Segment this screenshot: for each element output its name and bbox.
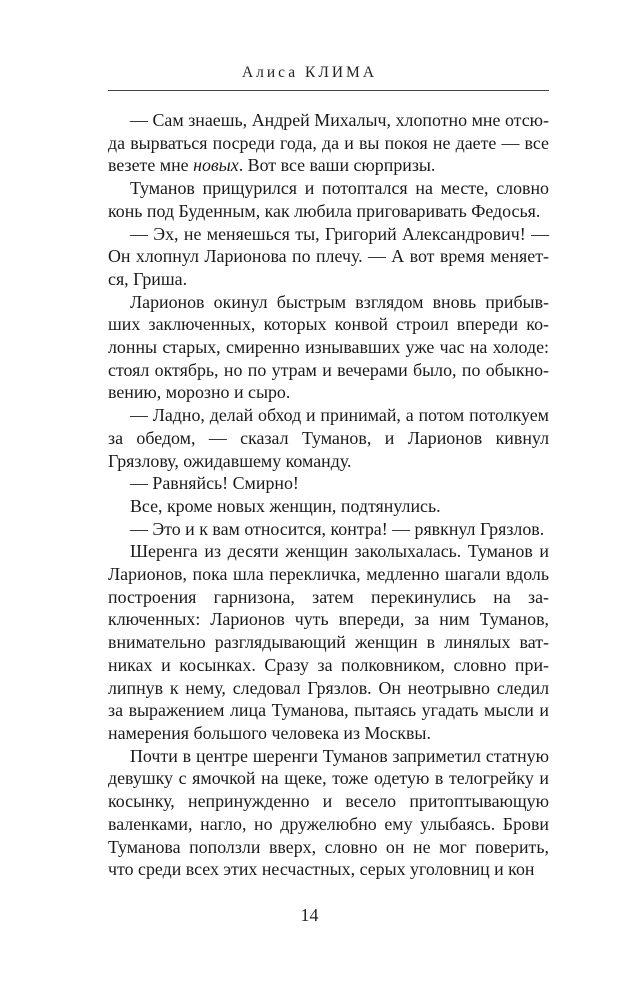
page-number: 14: [300, 905, 319, 925]
paragraph-1-text-end: . Вот все ваши сюрпризы.: [238, 155, 436, 176]
paragraph-9: Шеренга из десяти женщин заколыхалась. Туманов и Ларионов, пока шла перекличка, медленно шагали вдоль построения гарнизона, затем перекинулись на заключенных: Ларионов чуть впереди, за ним Туманов, внимательно разглядывающий женщин в линялых ватниках и косынках. Сразу за полковником, словно прилипнув к нему, следовал Грязлов. Он неотрывно следил за выражением лица Туманова, пытаясь угадать мысли и намерения большого человека из Москвы.: [108, 541, 549, 743]
paragraph-5: — Ладно, делай обход и принимай, а потом потолкуем за обедом, — сказал Туманов, и Ларионов кивнул Грязлову, ожидавшему команду.: [108, 405, 549, 471]
paragraph-3: — Эх, не меняешься ты, Григорий Александрович! — Он хлопнул Ларионова по плечу. — А вот время меняется, Гриша.: [108, 223, 549, 289]
running-head-author: Алиса КЛИМА: [241, 64, 378, 81]
paragraph-1: [108, 109, 549, 177]
paragraph-1-text: — Сам знаешь, Андрей Михалыч, хлопотно мне отсюда вырваться посреди года, да и вы покоя не даете — все везете мне: [108, 110, 549, 176]
paragraph-7: Все, кроме новых женщин, подтянулись.: [130, 495, 441, 516]
body-text: [108, 109, 549, 881]
paragraph-2: Туманов прищурился и потоптался на месте, словно конь под Буденным, как любила приговаривать Федосья.: [108, 178, 549, 221]
paragraph-8: — Это и к вам относится, контра! — рявкнул Грязлов.: [130, 518, 545, 539]
paragraph-1-emphasis: новых: [193, 155, 239, 176]
paragraph-4: Ларионов окинул быстрым взглядом вновь прибывших заключенных, которых конвой строил впереди колонны старых, смиренно изнывавших уже час на холоде: стоял октябрь, но по утрам и вечерами было, по обыкновению, морозно и сыро.: [108, 291, 549, 403]
header-rule: [108, 90, 549, 91]
paragraph-6: — Равняйсь! Смирно!: [130, 473, 299, 494]
paragraph-10: Почти в центре шеренги Туманов заприметил статную девушку с ямочкой на щеке, тоже одетую в телогрейку и косынку, непринужденно и весело притоптывающую валенками, нагло, но дружелюбно ему улыбаясь. Брови Туманова поползли вверх, словно он не мог поверить, что среди всех этих несчастных, серых уголовниц и кон: [108, 745, 549, 880]
